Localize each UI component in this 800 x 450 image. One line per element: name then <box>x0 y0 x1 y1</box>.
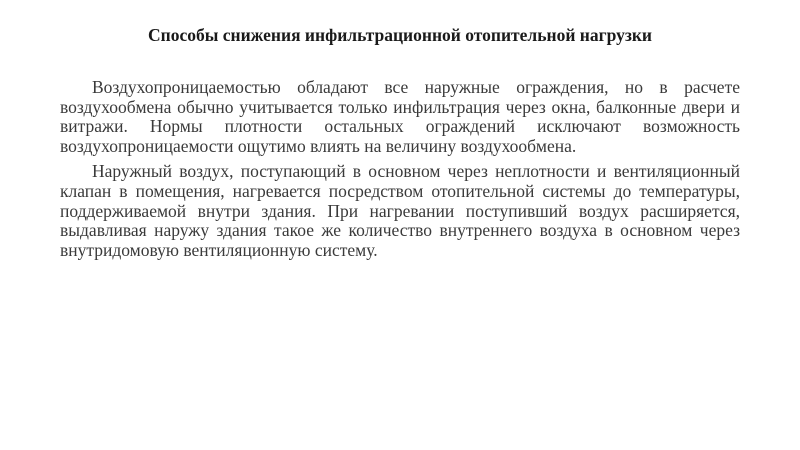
paragraph-1: Воздухопроницаемостью обладают все наружные ограждения, но в расчете воздухообмена обычно учитывается только инфильтрация через окна, балконные двери и витражи. Нормы плотности остальных ограждений исключают возможность воздухопроницаемости ощутимо влиять на величину воздухообмена. <box>60 77 740 156</box>
slide-body <box>60 78 740 266</box>
paragraph-2: Наружный воздух, поступающий в основном через неплотности и вентиляционный клапан в помещения, нагревается посредством отопительной системы до температуры, поддерживаемой внутри здания. При нагревании поступивший воздух расширяется, выдавливая наружу здания такое же количество внутреннего воздуха в основном через внутридомовую вентиляционную систему. <box>60 161 740 260</box>
slide-title: Способы снижения инфильтрационной отопительной нагрузки <box>147 25 653 45</box>
